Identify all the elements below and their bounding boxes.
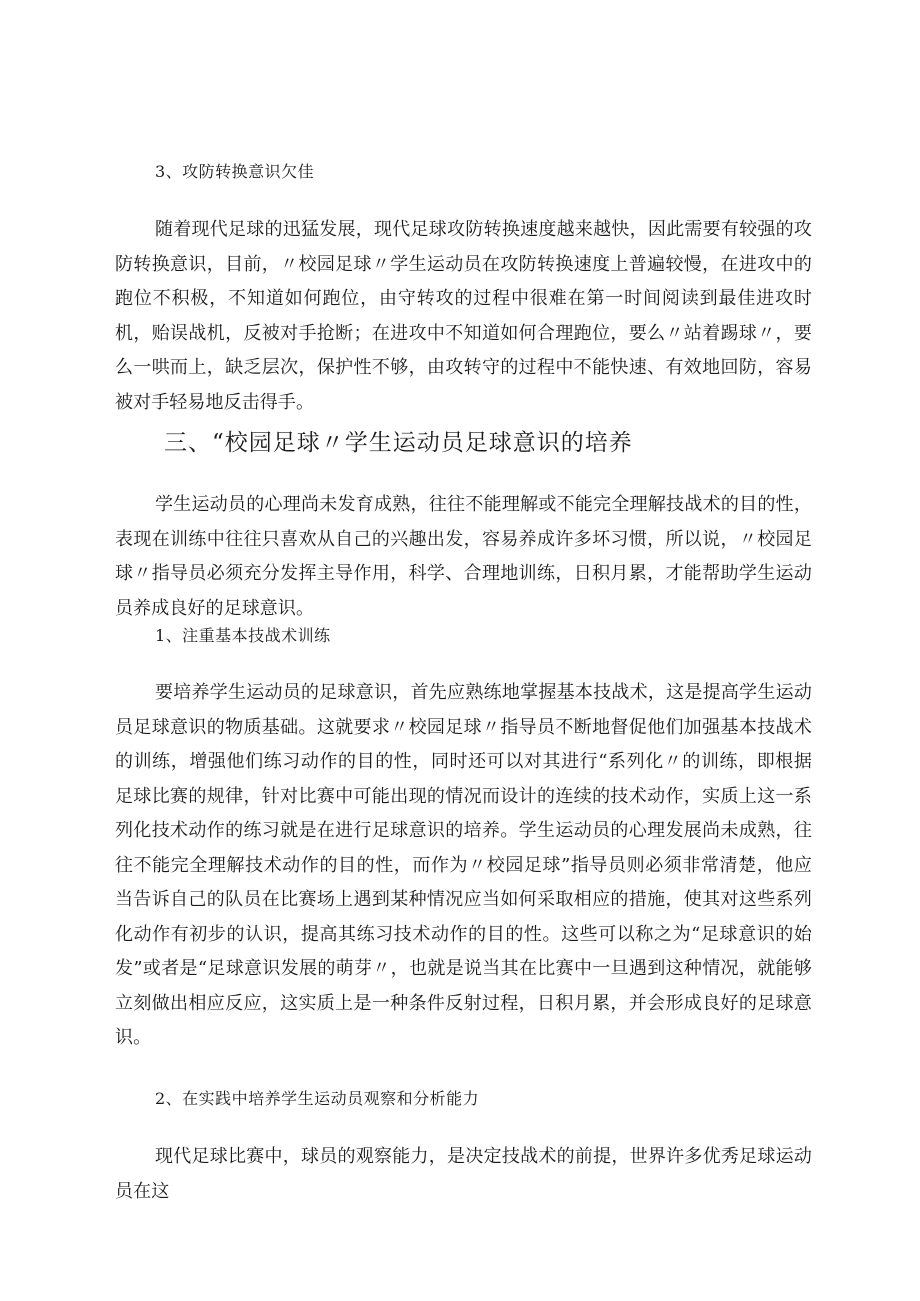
section-3-intro [115,488,812,626]
section-3-heading: 三、“校园足球〃学生运动员足球意识的培养 [164,430,633,456]
subsection-3-title: 3、攻防转换意识欠佳 [155,162,315,181]
subsection-3-body [115,213,812,420]
subsection-2-title: 2、在实践中培养学生运动员观察和分析能力 [155,1089,480,1108]
subsection-1-paragraph: 要培养学生运动员的足球意识，首先应熟练地掌握基本技战术，这是提高学生运动员足球意识的物质基础。这就要求〃校园足球〃指导员不断地督促他们加强基本技战术的训练，增强他们练习动作的目的性，同时还可以对其进行“系列化〃的训练，即根据足球比赛的规律，针对比赛中可能出现的情况而设计的连续的技术动作，实质上这一系列化技术动作的练习就是在进行足球意识的培养。学生运动员的心理发展尚未成熟，往往不能完全理解技术动作的目的性，而作为〃校园足球”指导员则必须非常清楚，他应当告诉自己的队员在比赛场上遇到某种情况应当如何采取相应的措施，使其对这些系列化动作有初步的认识，提高其练习技术动作的目的性。这些可以称之为“足球意识的始发”或者是“足球意识发展的萌芽〃，也就是说当其在比赛中一旦遇到这种情况，就能够立刻做出相应反应，这实质上是一种条件反射过程，日积月累，并会形成良好的足球意识。 [115,682,812,1048]
subsection-1-title: 1、注重基本技战术训练 [155,626,331,645]
subsection-1-body [115,676,812,1056]
section-3-intro-paragraph: 学生运动员的心理尚未发育成熟，往往不能理解或不能完全理解技战术的目的性，表现在训练中往往只喜欢从自己的兴趣出发，容易养成许多坏习惯，所以说，〃校园足球〃指导员必须充分发挥主导作用，科学、合理地训练，日积月累，才能帮助学生运动员养成良好的足球意识。 [115,494,812,619]
subsection-2-body [115,1140,812,1209]
subsection-2-paragraph: 现代足球比赛中，球员的观察能力，是决定技战术的前提，世界许多优秀足球运动员在这 [115,1146,812,1202]
subsection-3-paragraph: 随着现代足球的迅猛发展，现代足球攻防转换速度越来越快，因此需要有较强的攻防转换意识，目前，〃校园足球〃学生运动员在攻防转换速度上普遍较慢，在进攻中的跑位不积极，不知道如何跑位，由守转攻的过程中很难在第一时间阅读到最佳进攻时机，贻误战机，反被对手抢断；在进攻中不知道如何合理跑位，要么〃站着踢球〃，要么一哄而上，缺乏层次，保护性不够，由攻转守的过程中不能快速、有效地回防，容易被对手轻易地反击得手。 [115,219,812,413]
